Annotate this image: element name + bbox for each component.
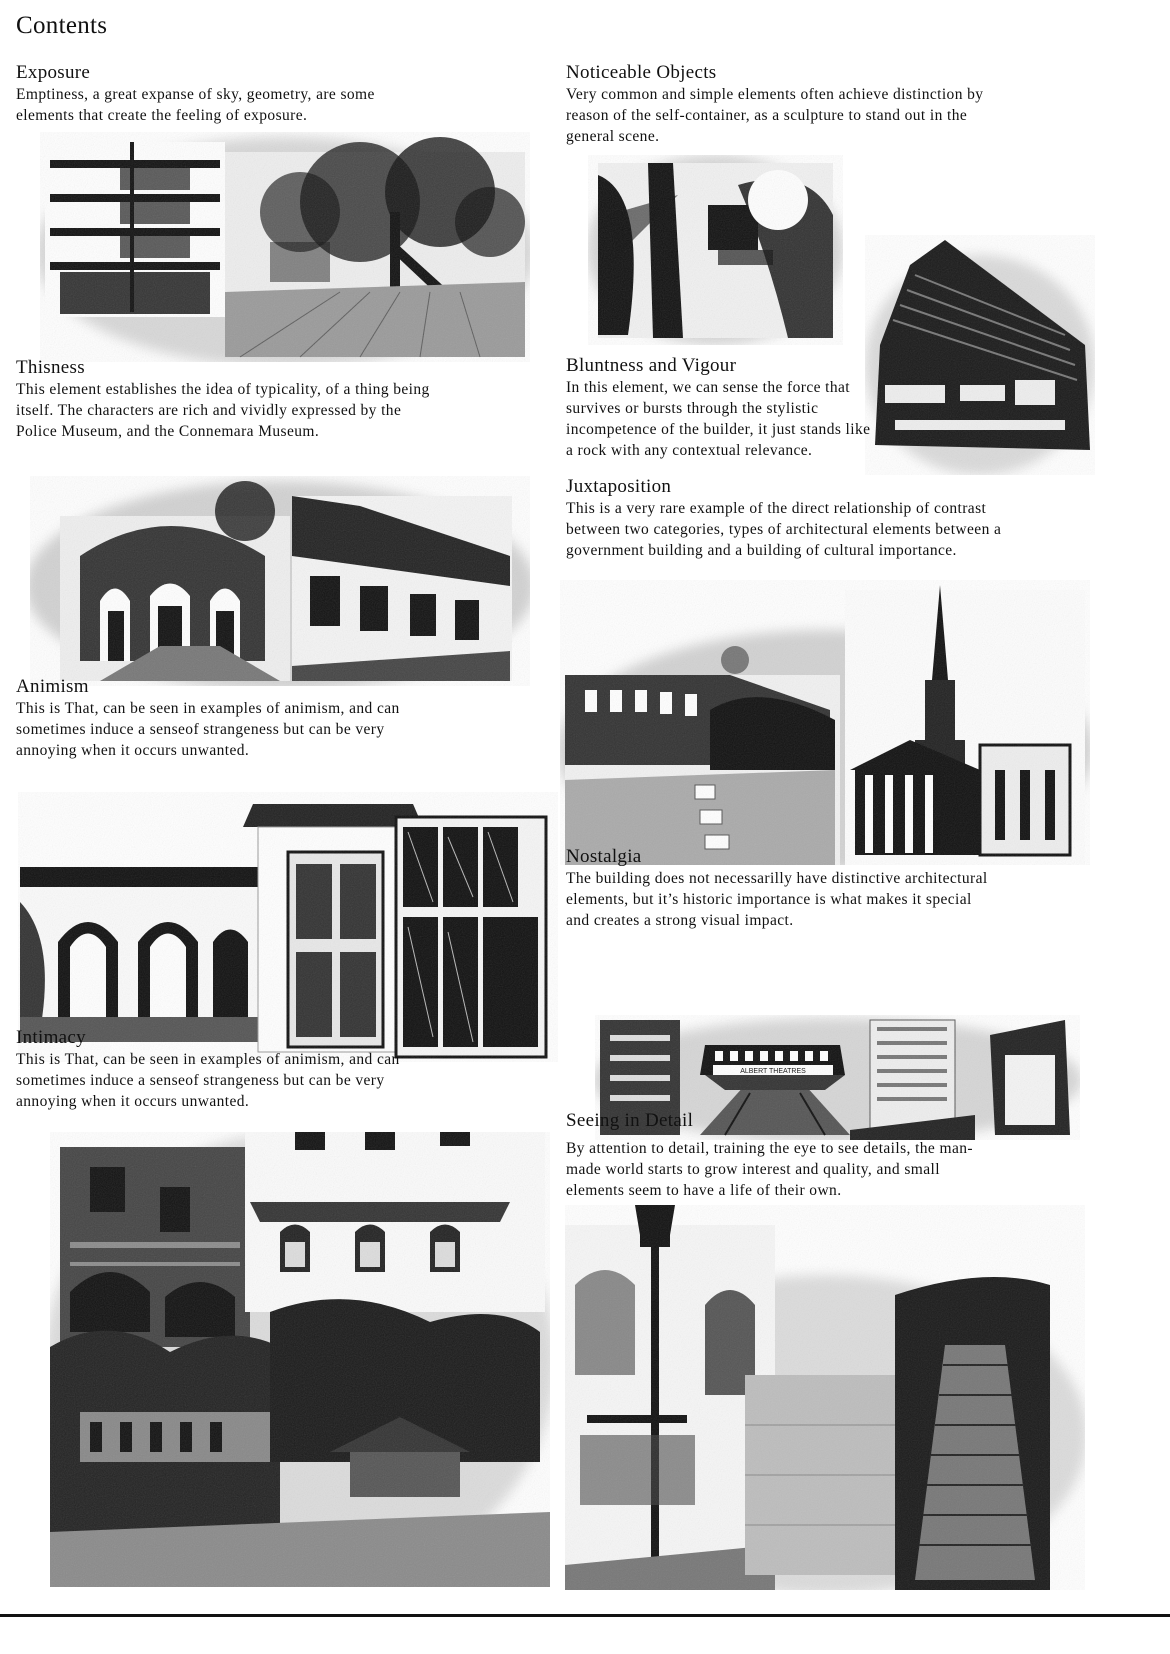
section-text: In this element, we can sense the force that survives or bursts through the stylistic incompetence of the builder, it just stands like a rock with any contextual relevance. bbox=[566, 379, 871, 459]
thisness-photo bbox=[30, 476, 530, 686]
section-exposure bbox=[16, 62, 436, 126]
exposure-photo bbox=[40, 132, 530, 362]
section-heading: Juxtaposition bbox=[566, 476, 672, 497]
section-noticeable-objects bbox=[566, 62, 996, 147]
section-bluntness-and-vigour bbox=[566, 355, 876, 461]
section-text: Emptiness, a great expanse of sky, geometry, are some elements that create the feeling of exposure. bbox=[16, 86, 375, 124]
section-heading: Nostalgia bbox=[566, 846, 642, 867]
section-intimacy bbox=[16, 1027, 436, 1112]
section-seeing-in-detail bbox=[566, 1110, 996, 1201]
bottom-rule bbox=[0, 1614, 1170, 1617]
section-heading: Animism bbox=[16, 676, 89, 697]
juxtaposition-photo bbox=[560, 580, 1090, 865]
section-text: This element establishes the idea of typicality, of a thing being itself. The characters are rich and vividly expressed by the Police Museum, and the Connemara Museum. bbox=[16, 381, 430, 440]
section-nostalgia bbox=[566, 846, 996, 931]
bluntness-photo bbox=[865, 235, 1095, 475]
section-heading: Intimacy bbox=[16, 1027, 86, 1048]
section-heading: Exposure bbox=[16, 62, 91, 83]
page-title: Contents bbox=[16, 12, 108, 39]
section-text: By attention to detail, training the eye to see details, the man-made world starts to grow interest and quality, and small elements seem to have a life of their own. bbox=[566, 1140, 973, 1199]
section-thisness bbox=[16, 357, 436, 442]
section-text: The building does not necessarilly have distinctive architectural elements, but it’s historic importance is what makes it special and creates a strong visual impact. bbox=[566, 870, 988, 929]
animism-photo bbox=[18, 792, 558, 1062]
intimacy-photo bbox=[50, 1132, 550, 1587]
section-heading: Noticeable Objects bbox=[566, 62, 717, 83]
section-heading: Thisness bbox=[16, 357, 85, 378]
section-animism bbox=[16, 676, 436, 761]
section-text: Very common and simple elements often achieve distinction by reason of the self-container, as a sculpture to stand out in the general scene. bbox=[566, 86, 984, 145]
section-heading: Seeing in Detail bbox=[566, 1110, 694, 1131]
section-text: This is That, can be seen in examples of animism, and can sometimes induce a senseof strangeness but can be very annoying when it occurs unwanted. bbox=[16, 700, 400, 759]
section-heading: Bluntness and Vigour bbox=[566, 355, 737, 376]
theatre-sign-text: ALBERT THEATRES bbox=[740, 1068, 806, 1075]
section-text: This is a very rare example of the direct relationship of contrast between two categories, types of architectural elements between a government building and a building of cultural importance. bbox=[566, 500, 1002, 559]
seeing-in-detail-photo bbox=[565, 1205, 1085, 1590]
noticeable-objects-photo bbox=[588, 155, 843, 345]
section-juxtaposition bbox=[566, 476, 1006, 561]
section-text: This is That, can be seen in examples of animism, and can sometimes induce a senseof strangeness but can be very annoying when it occurs unwanted. bbox=[16, 1051, 400, 1110]
